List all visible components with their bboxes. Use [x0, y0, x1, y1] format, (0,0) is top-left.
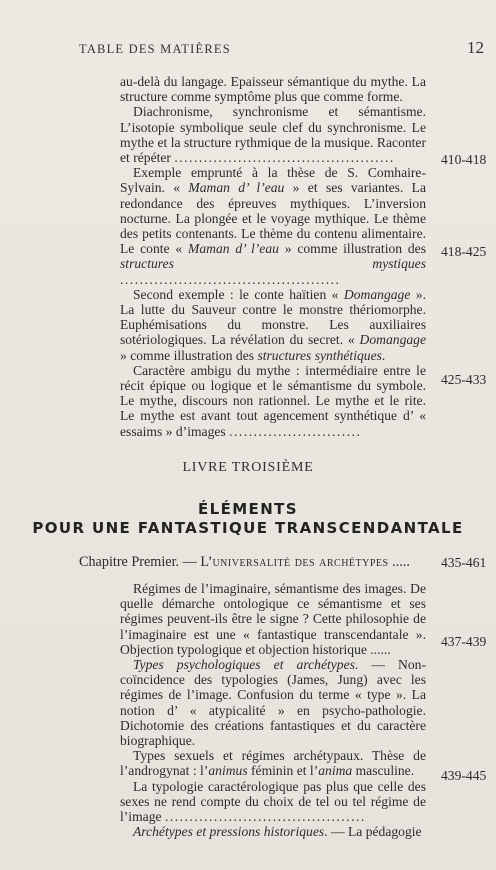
- toc-paragraph: [120, 748, 426, 778]
- toc-paragraph: au-delà du langage. Epaisseur sémantique du mythe. La structure comme symptôme plus que comme forme.: [120, 74, 426, 105]
- toc-italic: animus: [208, 763, 248, 779]
- page-range: 435-461: [441, 555, 487, 570]
- toc-italic: structures synthétiques: [257, 347, 382, 363]
- toc-italic: Maman d’ l’eau: [188, 241, 279, 257]
- toc-italic: structures mystiques: [120, 256, 426, 272]
- toc-paragraph: [120, 657, 426, 748]
- toc-paragraph: [120, 779, 426, 825]
- toc-text: » comme illustration des: [120, 347, 258, 363]
- dot-leader: .............................................: [174, 150, 395, 166]
- toc-italic: anima: [318, 763, 353, 779]
- dot-leader: ...........................: [229, 423, 362, 439]
- dot-leader: .........................................: [164, 809, 366, 825]
- toc-paragraph: [120, 824, 426, 839]
- toc-text: Second exemple : le conte haïtien «: [133, 286, 344, 302]
- toc-text: Types sexuels et régimes archétypaux. Thèse de l’androgynat : l’: [120, 748, 426, 779]
- toc-text: Caractère ambigu du mythe : intermédiaire entre le récit épique ou logique et le sémantisme du symbole. Le mythe, discours non rationnel. Le mythe et le rite. Le mythe est avant tout agencement synthétique d’ « essaims » d’images: [120, 362, 426, 439]
- page-range: 437-439: [441, 634, 487, 649]
- toc-text: . — Non-coïncidence des typologies (James, Jung) avec les régimes de l’image. Confusion du terme « type ». La notion d’ « atypicalité » en psycho-pathologie. Dichotomie des créations fantastiques et du caractère biographique.: [120, 657, 426, 749]
- toc-text: ». La lutte du Sauveur contre le monstre thériomorphe. Euphémisations du monstre. Les auxiliaires sotériologiques. La révélation du secret. «: [120, 286, 427, 348]
- toc-text: La typologie caractérologique pas plus que celle des sexes ne rend compte du choix de tel ou tel régime de l’image: [120, 778, 426, 825]
- toc-text: Diachronisme, synchronisme et sémantisme. L’isotopie symbolique seule clef du synchronisme. Le mythe et la structure rythmique de la musique. Raconter et répéter: [120, 104, 426, 166]
- toc-italic: Domangage: [359, 332, 426, 348]
- toc-text: masculine.: [352, 763, 415, 779]
- chapter-prefix: Chapitre Premier. — L’: [79, 554, 213, 570]
- page-range: 425-433: [441, 372, 487, 387]
- page-range: 410-418: [441, 152, 487, 167]
- page-number: 12: [467, 38, 484, 57]
- page-range: 439-445: [441, 768, 487, 783]
- toc-text: » et ses variantes. La redondance des épreuves mythiques. L’inversion nocturne. La plongée et le voyage mythique. Le thème des petits contenants. Le thème du contenu alimentaire. Le conte «: [120, 180, 427, 257]
- toc-paragraph: [120, 104, 426, 165]
- chapter-name: universalité des archétypes: [212, 554, 389, 570]
- dot-leader: .....: [388, 554, 410, 570]
- toc-italic: Domangage: [343, 286, 411, 302]
- toc-text: » comme illustration des: [278, 241, 426, 257]
- book-label: LIVRE TROISIÈME: [182, 460, 314, 475]
- page-range: 418-425: [441, 244, 487, 259]
- chapter-heading: [79, 554, 410, 571]
- toc-paragraph: Régimes de l’imaginaire, sémantisme des images. De quelle démarche ontologique ce sémantisme et ses régimes peuvent-ils être le signe ? Cette philosophie de l’imaginaire est une « fantastique transcendantale ». Objection typologique et objection historique ......: [120, 581, 426, 657]
- dot-leader: .............................................: [120, 271, 341, 287]
- toc-text: Exemple emprunté à la thèse de S. Comhaire-Sylvain. «: [120, 165, 426, 196]
- section-title-line-2: POUR UNE FANTASTIQUE TRANSCENDANTALE: [32, 519, 464, 537]
- toc-italic: Maman d’ l’eau: [188, 180, 285, 196]
- toc-paragraph: [120, 363, 426, 439]
- toc-italic: Archétypes et pressions historiques: [133, 824, 325, 840]
- toc-text: féminin et l’: [247, 763, 319, 779]
- running-head: TABLE DES MATIÈRES: [79, 42, 231, 56]
- toc-text: .: [381, 347, 386, 363]
- toc-text: . — La pédagogie: [324, 824, 422, 840]
- section-title-line-1: ÉLÉMENTS: [197, 500, 298, 518]
- toc-italic: Types psychologiques et archétypes: [133, 657, 355, 673]
- toc-paragraph: [120, 287, 426, 363]
- toc-entry-continued: [120, 74, 426, 439]
- toc-entry-chapter: [120, 581, 426, 839]
- toc-paragraph: [120, 165, 426, 287]
